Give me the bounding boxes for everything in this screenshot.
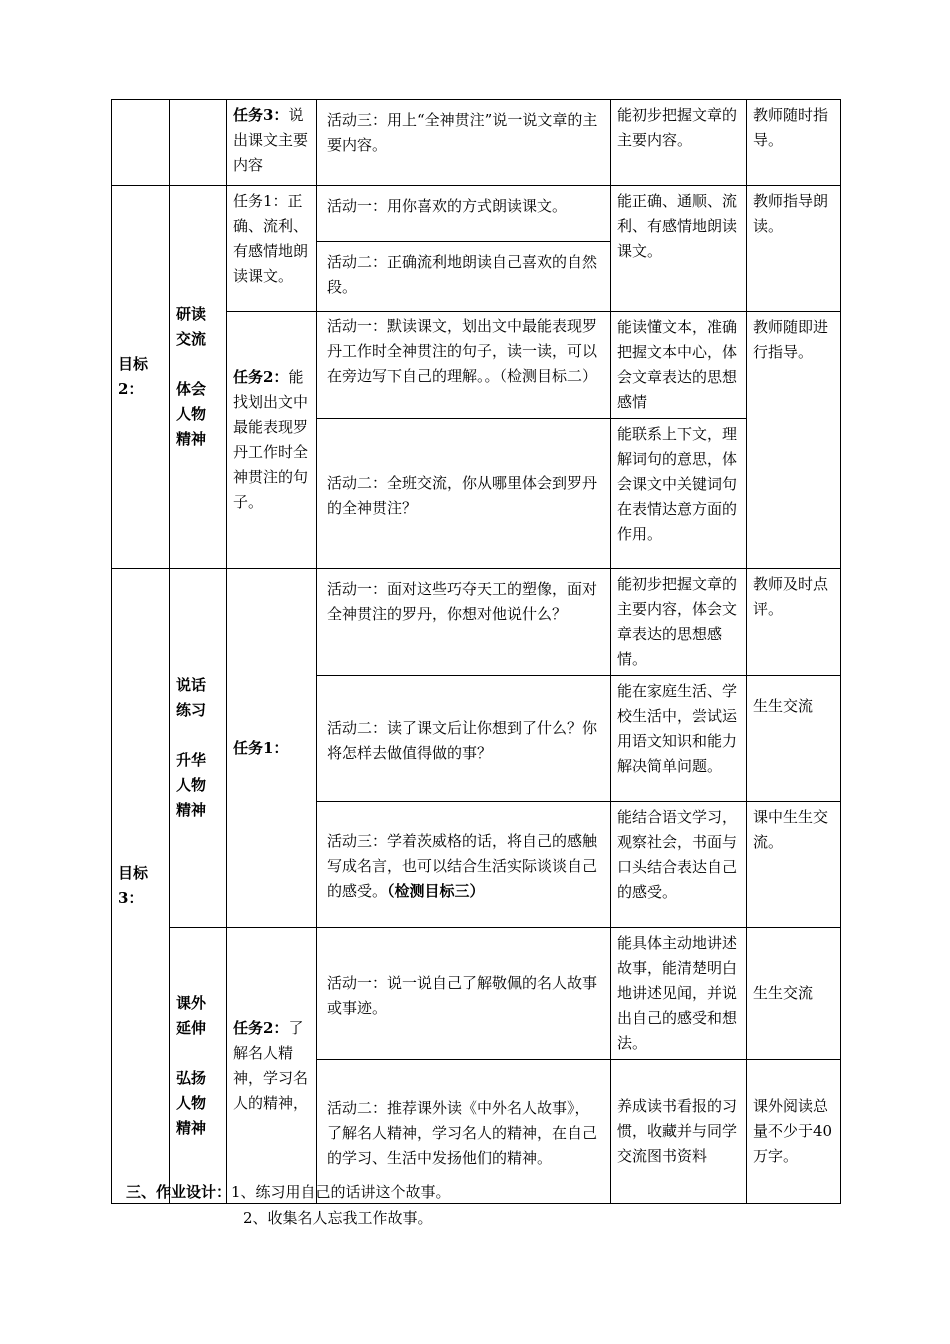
stage-cell-empty xyxy=(170,100,227,186)
note-cell: 课外阅读总量不少于40万字。 xyxy=(747,1060,841,1204)
objective-cell: 能正确、通顺、流利、有感情地朗读课文。 xyxy=(611,186,747,312)
task-cell: 任务1： xyxy=(227,569,317,928)
task-cell: 任务3：说出课文主要内容 xyxy=(227,100,317,186)
task-cell: 任务2：能找划出文中最能表现罗丹工作时全神贯注的句子。 xyxy=(227,312,317,569)
objective-cell: 能读懂文本，准确把握文本中心，体会文章表达的思想感情 xyxy=(611,312,747,419)
activity-cell: 活动二：推荐课外读《中外名人故事》，了解名人精神，学习名人的精神，在自己的学习、生活中发扬他们的精神。 xyxy=(317,1060,611,1204)
note-cell: 教师及时点评。 xyxy=(747,569,841,676)
activity-cell: 活动三：用上“全神贯注”说一说文章的主要内容。 xyxy=(317,100,611,186)
activity-cell: 活动一：默读课文，划出文中最能表现罗丹工作时全神贯注的句子，读一读，可以在旁边写下自己的理解。。（检测目标二） xyxy=(317,312,611,419)
note-cell: 教师随即进行指导。 xyxy=(747,312,841,569)
note-cell: 生生交流 xyxy=(747,928,841,1060)
homework-item: 1、练习用自己的话讲这个故事。 xyxy=(231,1183,451,1201)
activity-cell: 活动二：正确流利地朗读自己喜欢的自然段。 xyxy=(317,242,611,312)
activity-cell: 活动一：用你喜欢的方式朗读课文。 xyxy=(317,186,611,242)
task-cell: 任务1：正确、流利、有感情地朗读课文。 xyxy=(227,186,317,312)
table-row xyxy=(112,186,841,242)
goal-cell-empty xyxy=(112,100,170,186)
lesson-plan-table xyxy=(111,99,841,1204)
table-row xyxy=(112,100,841,186)
objective-cell: 能初步把握文章的主要内容，体会文章表达的思想感情。 xyxy=(611,569,747,676)
goal-label: 目标2： xyxy=(112,186,170,569)
objective-cell: 能初步把握文章的主要内容。 xyxy=(611,100,747,186)
homework-item: 2、收集名人忘我工作故事。 xyxy=(243,1209,433,1227)
table-row xyxy=(112,928,841,1060)
note-cell: 课中生生交流。 xyxy=(747,802,841,928)
objective-cell: 能具体主动地讲述故事，能清楚明白地讲述见闻，并说出自己的感受和想法。 xyxy=(611,928,747,1060)
table-row xyxy=(112,569,841,676)
objective-cell: 能结合语文学习，观察社会，书面与口头结合表达自己的感受。 xyxy=(611,802,747,928)
stage-label: 研读交流 体会人物精神 xyxy=(170,186,227,569)
note-cell: 教师指导朗读。 xyxy=(747,186,841,312)
note-cell: 教师随时指导。 xyxy=(747,100,841,186)
stage-label: 课外延伸 弘扬人物精神 xyxy=(170,928,227,1204)
objective-cell: 养成读书看报的习惯，收藏并与同学交流图书资料 xyxy=(611,1060,747,1204)
homework-line-1 xyxy=(126,1180,451,1205)
task-cell: 任务2：了解名人精神，学习名人的精神， xyxy=(227,928,317,1204)
stage-label: 说话练习 升华人物精神 xyxy=(170,569,227,928)
objective-cell: 能联系上下文，理解词句的意思，体会课文中关键词句在表情达意方面的作用。 xyxy=(611,419,747,569)
note-cell: 生生交流 xyxy=(747,676,841,802)
objective-cell: 能在家庭生活、学校生活中，尝试运用语文知识和能力解决简单问题。 xyxy=(611,676,747,802)
activity-cell: 活动一：面对这些巧夺天工的塑像，面对全神贯注的罗丹，你想对他说什么？ xyxy=(317,569,611,676)
goal-label: 目标3： xyxy=(112,569,170,1204)
homework-label: 三、作业设计： xyxy=(126,1183,232,1201)
activity-cell: 活动一：说一说自己了解敬佩的名人故事或事迹。 xyxy=(317,928,611,1060)
activity-cell: 活动二：全班交流，你从哪里体会到罗丹的全神贯注？ xyxy=(317,419,611,569)
activity-cell: 活动二：读了课文后让你想到了什么？你将怎样去做值得做的事？ xyxy=(317,676,611,802)
activity-cell: 活动三：学着茨威格的话，将自己的感触写成名言，也可以结合生活实际谈谈自己的感受。（检测目标三） xyxy=(317,802,611,928)
